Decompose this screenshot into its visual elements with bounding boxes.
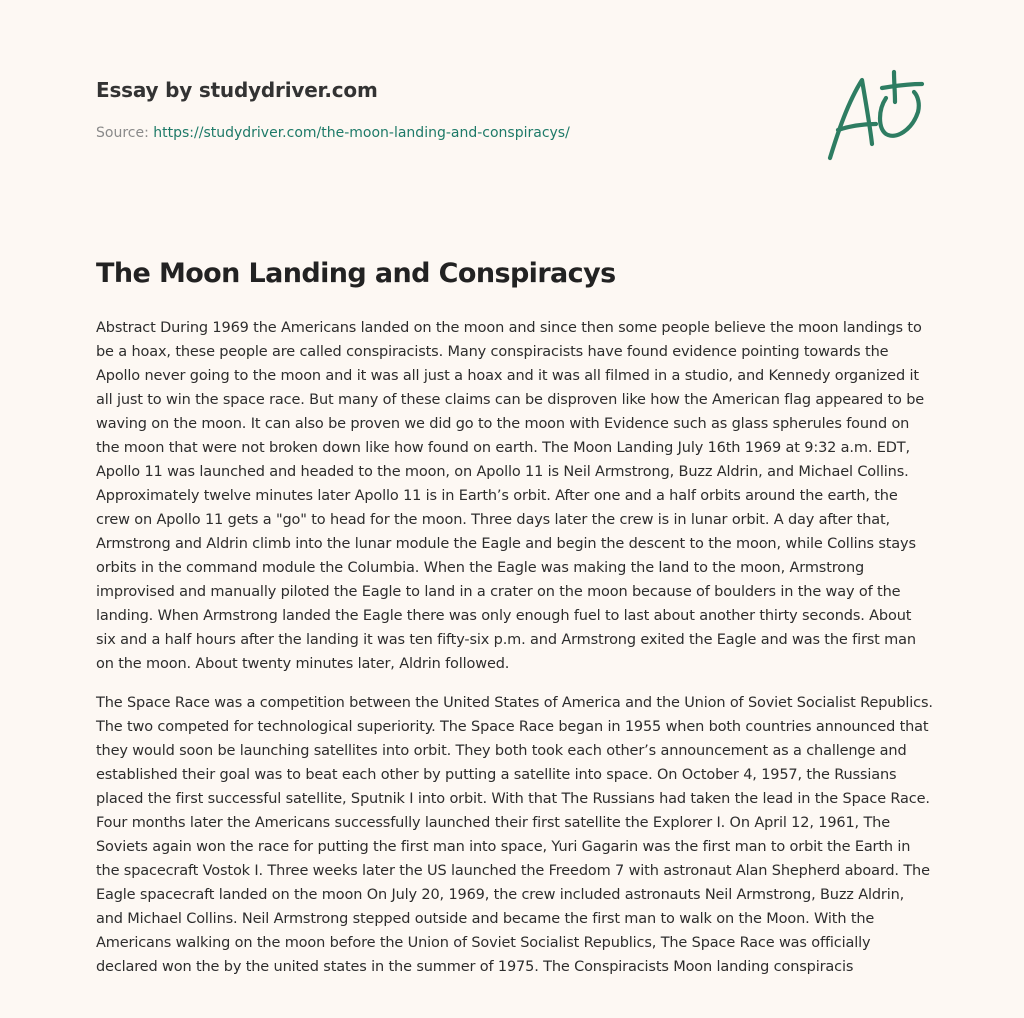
document-header (96, 76, 796, 142)
essay-title: The Moon Landing and Conspiracys (96, 258, 616, 289)
essay-body (96, 316, 934, 994)
brand-title: Essay by studydriver.com (96, 78, 378, 102)
source-line (96, 124, 796, 142)
source-link[interactable]: https://studydriver.com/the-moon-landing-and-conspiracys/ (153, 125, 570, 141)
essay-paragraph: The Space Race was a competition between the United States of America and the Union of Soviet Socialist Republics. The two competed for technological superiority. The Space Race began in 1955 when both countries announced that they would soon be launching satellites into orbit. They both took each other’s announcement as a challenge and established their goal was to beat each other by putting a satellite into space. On October 4, 1957, the Russians placed the first successful satellite, Sputnik I into orbit. With that The Russians had taken the lead in the Space Race. Four months later the Americans successfully launched their first satellite the Explorer I. On April 12, 1961, The Soviets again won the race for putting the first man into space, Yuri Gagarin was the first man to orbit the Earth in the spacecraft Vostok I. Three weeks later the US launched the Freedom 7 with astronaut Alan Shepherd aboard. The Eagle spacecraft landed on the moon On July 20, 1969, the crew included astronauts Neil Armstrong, Buzz Aldrin, and Michael Collins. Neil Armstrong stepped outside and became the first man to walk on the Moon. With the Americans walking on the moon before the Union of Soviet Socialist Republics, The Space Race was officially declared won the by the united states in the summer of 1975. The Conspiracists Moon landing conspiracis (96, 695, 933, 975)
a-plus-grade-icon (822, 68, 926, 164)
essay-paragraph: Abstract During 1969 the Americans landed on the moon and since then some people believe the moon landings to be a hoax, these people are called conspiracists. Many conspiracists have found evidence pointing towards the Apollo never going to the moon and it was all just a hoax and it was all filmed in a studio, and Kennedy organized it all just to win the space race. But many of these claims can be disproven like how the American flag appeared to be waving on the moon. It can also be proven we did go to the moon with Evidence such as glass spherules found on the moon that were not broken down like how found on earth. The Moon Landing July 16th 1969 at 9:32 a.m. EDT, Apollo 11 was launched and headed to the moon, on Apollo 11 is Neil Armstrong, Buzz Aldrin, and Michael Collins. Approximately twelve minutes later Apollo 11 is in Earth’s orbit. After one and a half orbits around the earth, the crew on Apollo 11 gets a "go" to head for the moon. Three days later the crew is in lunar orbit. A day after that, Armstrong and Aldrin climb into the lunar module the Eagle and begin the descent to the moon, while Collins stays orbits in the command module the Columbia. When the Eagle was making the land to the moon, Armstrong improvised and manually piloted the Eagle to land in a crater on the moon because of boulders in the way of the landing. When Armstrong landed the Eagle there was only enough fuel to last about another thirty seconds. About six and a half hours after the landing it was ten fifty-six p.m. and Armstrong exited the Eagle and was the first man on the moon. About twenty minutes later, Aldrin followed. (96, 320, 925, 672)
source-label: Source: (96, 125, 149, 141)
